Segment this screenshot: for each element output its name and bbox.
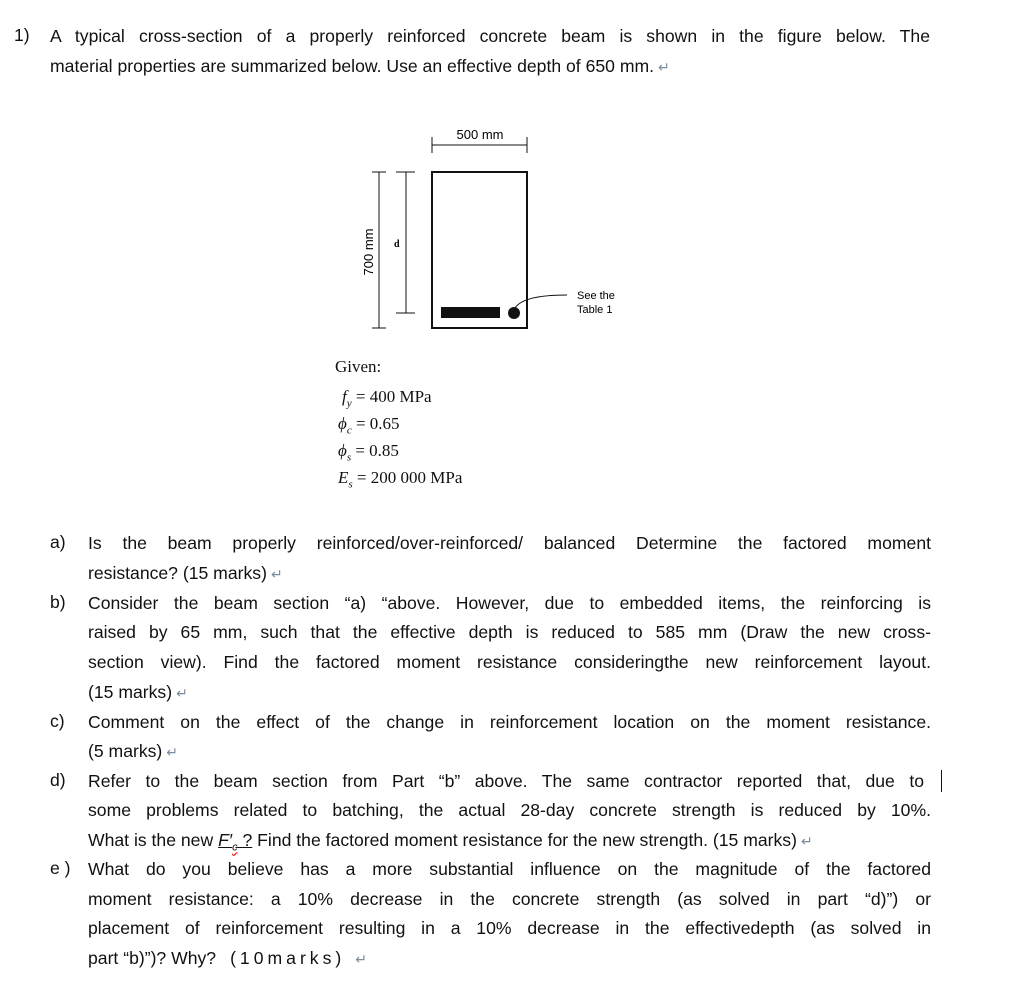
given-es: $E_s = 200$ 000 MPa bbox=[338, 468, 463, 491]
callout-leader-line bbox=[514, 295, 567, 310]
rebar-dot bbox=[508, 307, 520, 319]
part-b-line: raised by 65 mm, such that the effective depth is reduced to 585 mm (Draw the new cross- bbox=[88, 622, 931, 642]
part-e-line: part “b)”)? Why? (10marks) ↵ bbox=[88, 948, 367, 968]
part-b-line: (15 marks) ↵ bbox=[88, 682, 188, 702]
text-cursor bbox=[941, 770, 942, 792]
part-label: c) bbox=[50, 711, 65, 731]
given-fy: $f_y = 400$ MPa bbox=[342, 387, 432, 410]
return-mark-icon: ↵ bbox=[166, 744, 179, 760]
beam-cross-section-figure bbox=[340, 120, 640, 340]
given-title: Given: bbox=[335, 357, 382, 376]
part-d-line: What is the new $F'_c$ ? Find the factored moment resistance for the new strength. (15 marks) ↵ bbox=[88, 830, 813, 854]
part-a-line: resistance? (15 marks) ↵ bbox=[88, 563, 283, 583]
d-label: d bbox=[394, 239, 400, 250]
part-e-line: What do you believe has a more substantial influence on the magnitude of the factored bbox=[88, 859, 931, 879]
given-phic: $\phi_c = 0.65$ bbox=[338, 414, 400, 437]
rebar-bar bbox=[441, 307, 500, 318]
height-label: 700 mm bbox=[361, 228, 376, 276]
question-line: A typical cross-section of a properly reinforced concrete beam is shown in the figure below. The bbox=[50, 26, 930, 46]
part-c-line: Comment on the effect of the change in reinforcement location on the moment resistance. bbox=[88, 712, 931, 732]
part-b-line: section view). Find the factored moment resistance consideringthe new reinforcement layout. bbox=[88, 652, 931, 672]
part-label: a) bbox=[50, 532, 66, 552]
question-line: material properties are summarized below. Use an effective depth of 650 mm. ↵ bbox=[50, 56, 670, 76]
return-mark-icon: ↵ bbox=[658, 59, 670, 75]
return-mark-icon: ↵ bbox=[355, 951, 367, 967]
part-d-line: Refer to the beam section from Part “b” above. The same contractor reported that, due to bbox=[88, 771, 924, 791]
part-label: d) bbox=[50, 770, 66, 790]
part-c-line: (5 marks) ↵ bbox=[88, 741, 179, 761]
part-e-line: moment resistance: a 10% decrease in the concrete strength (as solved in part “d)”) or bbox=[88, 889, 931, 909]
fc-symbol: $F'_c$ ? bbox=[218, 830, 253, 854]
part-label: b) bbox=[50, 592, 66, 612]
return-mark-icon: ↵ bbox=[176, 685, 188, 701]
given-phis: $\phi_s = 0.85$ bbox=[338, 441, 399, 464]
part-label: e ) bbox=[50, 858, 71, 878]
return-mark-icon: ↵ bbox=[800, 833, 813, 849]
return-mark-icon: ↵ bbox=[270, 566, 283, 582]
callout-text: Table 1 bbox=[577, 304, 613, 316]
part-e-line: placement of reinforcement resulting in a 10% decrease in the effectivedepth (as solved in bbox=[88, 918, 931, 938]
callout-text: See the bbox=[577, 290, 615, 302]
part-d-line: some problems related to batching, the actual 28-day concrete strength is reduced by 10%. bbox=[88, 800, 931, 820]
beam-section-rect bbox=[432, 172, 527, 328]
part-a-line: Is the beam properly reinforced/over-reinforced/ balanced Determine the factored moment bbox=[88, 533, 931, 553]
width-label: 500 mm bbox=[456, 127, 504, 142]
question-number: 1) bbox=[14, 25, 30, 45]
part-b-line: Consider the beam section “a) “above. However, due to embedded items, the reinforcing is bbox=[88, 593, 931, 613]
